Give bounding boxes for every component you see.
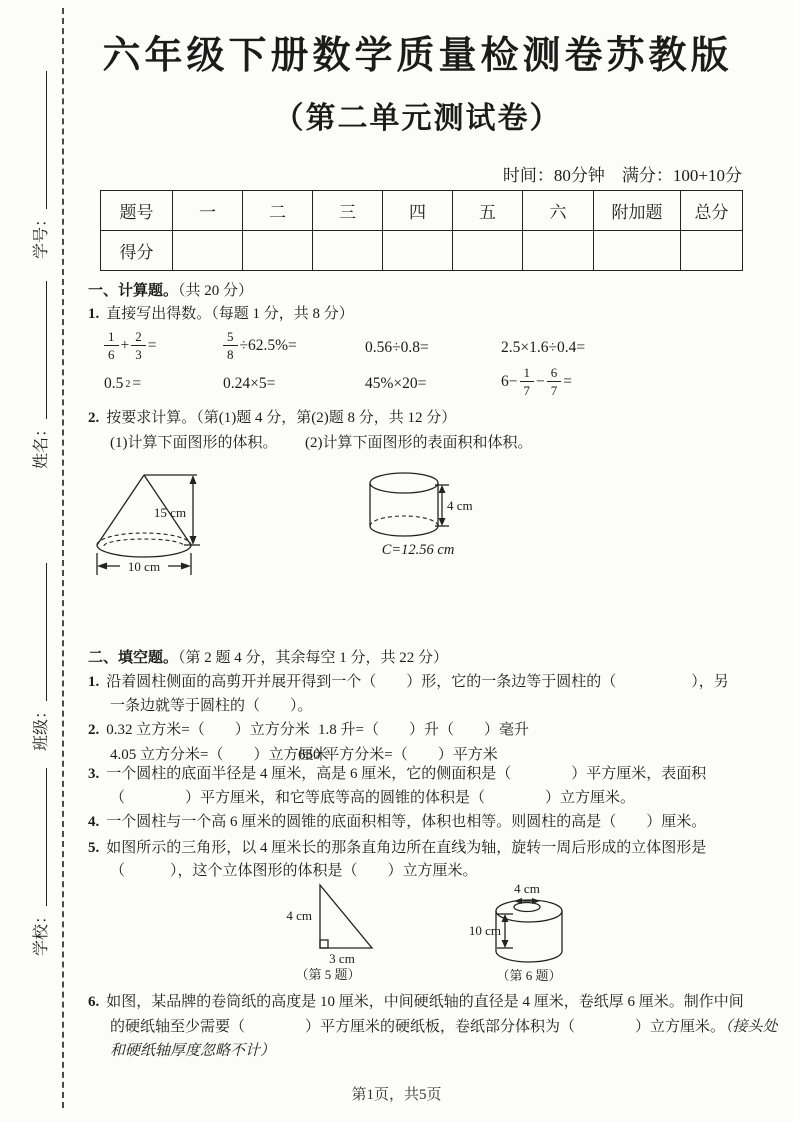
paper-roll-figure	[463, 876, 603, 988]
header-cell-2: 二	[243, 191, 313, 231]
page-footer: 第1页，共5页	[351, 1087, 442, 1103]
fraction	[520, 366, 535, 397]
student-number-blank-line	[46, 71, 47, 209]
s1-q2-number: 2.	[88, 410, 100, 426]
s2-q3-text1: 一个圆柱的底面半径是 4 厘米，高是 6 厘米，它的侧面积是（ ）平方厘米，表面积	[106, 766, 707, 782]
page-title: 六年级下册数学质量检测卷苏教版	[102, 35, 733, 77]
header-cell-5: 五	[453, 191, 523, 231]
side-field-school	[25, 766, 51, 956]
roll-core-diameter-label: 4 cm	[514, 881, 540, 896]
fraction	[131, 330, 146, 361]
s2-q2-number: 2.	[88, 722, 100, 738]
calc-expression-5	[103, 375, 142, 393]
name-label: 姓名：	[33, 420, 50, 469]
score-cell-empty	[594, 231, 681, 271]
header-cell-4: 四	[383, 191, 453, 231]
s2-q2-line2-left: 4.05 立方分米=（ ）立方厘米	[110, 747, 329, 763]
calc-expression-6	[222, 375, 276, 393]
section2-title: 二、填空题。	[88, 650, 179, 666]
s2-q5-text1: 如图所示的三角形，以 4 厘米长的那条直角边所在直线为轴，旋转一周后形成的立体图形是	[106, 840, 707, 856]
header-cell-6: 六	[523, 191, 594, 231]
student-number-label: 学号：	[33, 210, 50, 259]
s2-q5-number: 5.	[88, 840, 100, 856]
s2-q6-note-start: （接头处	[725, 1019, 778, 1035]
s2-q6-line2	[110, 1017, 778, 1037]
school-label: 学校：	[33, 907, 50, 956]
score-row-label: 得分	[101, 231, 173, 271]
expression-text: 0.24×5=	[223, 375, 276, 392]
operator: −	[536, 372, 545, 390]
s2-q1-text1: 沿着圆柱侧面的高剪开并展开得到一个（ ）形，它的一条边等于圆柱的（ ），另	[106, 674, 729, 690]
expression-tail: ÷62.5%=	[239, 336, 297, 354]
header-cell-bonus: 附加题	[594, 191, 681, 231]
equals-sign: =	[147, 336, 157, 354]
s1-q1-text: 直接写出得数。（每题 1 分，共 8 分）	[106, 306, 354, 322]
s1-q2-sub2: (2)计算下面图形的表面积和体积。	[305, 435, 533, 451]
section1-note: （共 20 分）	[178, 283, 254, 299]
exam-time-score-info: 时间：80分钟 满分：100+10分	[502, 166, 742, 185]
s2-q3-number: 3.	[88, 766, 100, 782]
roll-caption: （第 6 题）	[496, 968, 562, 983]
fraction-numerator: 5	[223, 330, 238, 346]
score-cell-empty	[681, 231, 743, 271]
exponent: 2	[125, 378, 131, 390]
triangle-vertical-side-label: 4 cm	[286, 908, 312, 923]
side-field-name	[25, 279, 51, 469]
fraction	[547, 366, 562, 397]
fraction-denominator: 8	[227, 347, 234, 362]
s2-q5-line1	[88, 838, 706, 858]
s1-q2-heading	[88, 408, 456, 428]
calc-expression-8	[500, 366, 573, 397]
fraction-denominator: 7	[523, 383, 530, 398]
score-cell-empty	[383, 231, 453, 271]
fraction-numerator: 1	[104, 330, 119, 346]
s2-q5-line2: （ ），这个立体图形的体积是（ ）立方厘米。	[110, 863, 478, 879]
s2-q6-number: 6.	[88, 994, 100, 1010]
expression-text: 45%×20=	[365, 375, 427, 392]
s2-q3-line2: （ ）平方厘米，和它等底等高的圆锥的体积是（ ）立方厘米。	[110, 790, 636, 806]
school-blank-line	[46, 768, 47, 906]
fraction-denominator: 7	[550, 383, 558, 398]
fraction-denominator: 6	[108, 347, 115, 362]
s2-q2-text-a: 0.32 立方米=（ ）立方分米	[106, 722, 310, 738]
s2-q2-line2-right: 650 平方分米=（ ）平方米	[298, 747, 498, 763]
side-field-student-number	[25, 69, 51, 259]
s1-q2-text: 按要求计算。（第(1)题 4 分，第(2)题 8 分，共 12 分）	[106, 410, 457, 426]
score-cell-empty	[313, 231, 383, 271]
calc-expression-3	[364, 339, 430, 357]
fraction-numerator: 6	[547, 366, 562, 382]
triangle-caption: （第 5 题）	[295, 967, 361, 982]
s2-q1-line1	[88, 672, 729, 692]
cone-figure	[92, 455, 307, 593]
header-cell-3: 三	[313, 191, 383, 231]
side-field-class	[25, 561, 51, 751]
header-cell-1: 一	[173, 191, 243, 231]
header-cell-question: 题号	[101, 191, 173, 231]
page-subtitle: （第二单元测试卷）	[273, 102, 562, 135]
triangle-horizontal-side-label: 3 cm	[329, 951, 355, 966]
s2-q2-line1-left	[88, 720, 310, 740]
cone-height-label: 15 cm	[153, 505, 187, 520]
s2-q6-text2: 的硬纸轴至少需要（ ）平方厘米的硬纸板，卷纸部分体积为（ ）立方厘米。	[110, 1019, 726, 1035]
s2-q1-line2: 一条边就等于圆柱的（ ）。	[110, 698, 313, 714]
fraction	[104, 330, 119, 361]
s2-q4-line1	[88, 812, 706, 832]
s2-q6-note-end: 和硬纸轴厚度忽略不计）	[110, 1043, 276, 1059]
cylinder-figure	[348, 458, 528, 563]
s2-q2-line1-right: 1.8 升=（ ）升（ ）毫升	[318, 722, 529, 738]
expression-text: 0.56÷0.8=	[365, 339, 429, 356]
score-table-header-row	[101, 191, 743, 231]
score-table-score-row	[101, 231, 743, 271]
section1-title: 一、计算题。	[88, 283, 179, 299]
expression-base: 0.5	[104, 375, 124, 392]
calc-expression-2	[222, 330, 298, 361]
s2-q4-number: 4.	[88, 814, 100, 830]
s2-q6-line1	[88, 992, 744, 1012]
expression-text: 2.5×1.6÷0.4=	[501, 339, 586, 356]
header-cell-total: 总分	[681, 191, 743, 231]
cylinder-circumference-label: C=12.56 cm	[381, 542, 455, 558]
equals-sign: =	[132, 375, 142, 392]
name-blank-line	[46, 281, 47, 419]
score-cell-empty	[453, 231, 523, 271]
s1-q2-sub1: (1)计算下面图形的体积。	[110, 435, 278, 451]
score-cell-empty	[173, 231, 243, 271]
triangle-figure	[258, 876, 388, 986]
score-cell-empty	[523, 231, 594, 271]
roll-height-label: 10 cm	[468, 923, 501, 938]
s2-q6-text1: 如图，某品牌的卷筒纸的高度是 10 厘米，中间硬纸轴的直径是 4 厘米，卷纸厚 6 厘米。制作中间	[106, 994, 744, 1010]
expression-head: 6−	[501, 372, 518, 390]
operator: +	[120, 336, 130, 354]
fraction	[223, 330, 238, 361]
fraction-numerator: 1	[520, 366, 535, 382]
s1-q1-heading	[88, 304, 354, 324]
calc-expression-7	[364, 375, 427, 393]
s2-q3-line1	[88, 764, 706, 784]
cylinder-height-label: 4 cm	[447, 498, 473, 513]
class-label: 班级：	[33, 702, 50, 751]
calc-expression-4	[500, 339, 586, 357]
equals-sign: =	[563, 372, 572, 390]
s2-q1-number: 1.	[88, 674, 100, 690]
calc-expression-1	[103, 330, 158, 361]
cone-base-label: 10 cm	[127, 559, 161, 574]
score-cell-empty	[243, 231, 313, 271]
fraction-denominator: 3	[135, 347, 142, 362]
s2-q4-text1: 一个圆柱与一个高 6 厘米的圆锥的底面积相等，体积也相等。则圆柱的高是（ ）厘米。	[106, 814, 707, 830]
fraction-numerator: 2	[131, 330, 146, 346]
s1-q1-number: 1.	[88, 306, 100, 322]
section2-note: （第 2 题 4 分，其余每空 1 分，共 22 分）	[178, 650, 449, 666]
class-blank-line	[46, 563, 47, 701]
margin-dashed-line	[62, 8, 64, 1108]
section1-heading	[88, 281, 253, 301]
section2-heading	[88, 648, 448, 668]
score-table	[100, 190, 743, 271]
